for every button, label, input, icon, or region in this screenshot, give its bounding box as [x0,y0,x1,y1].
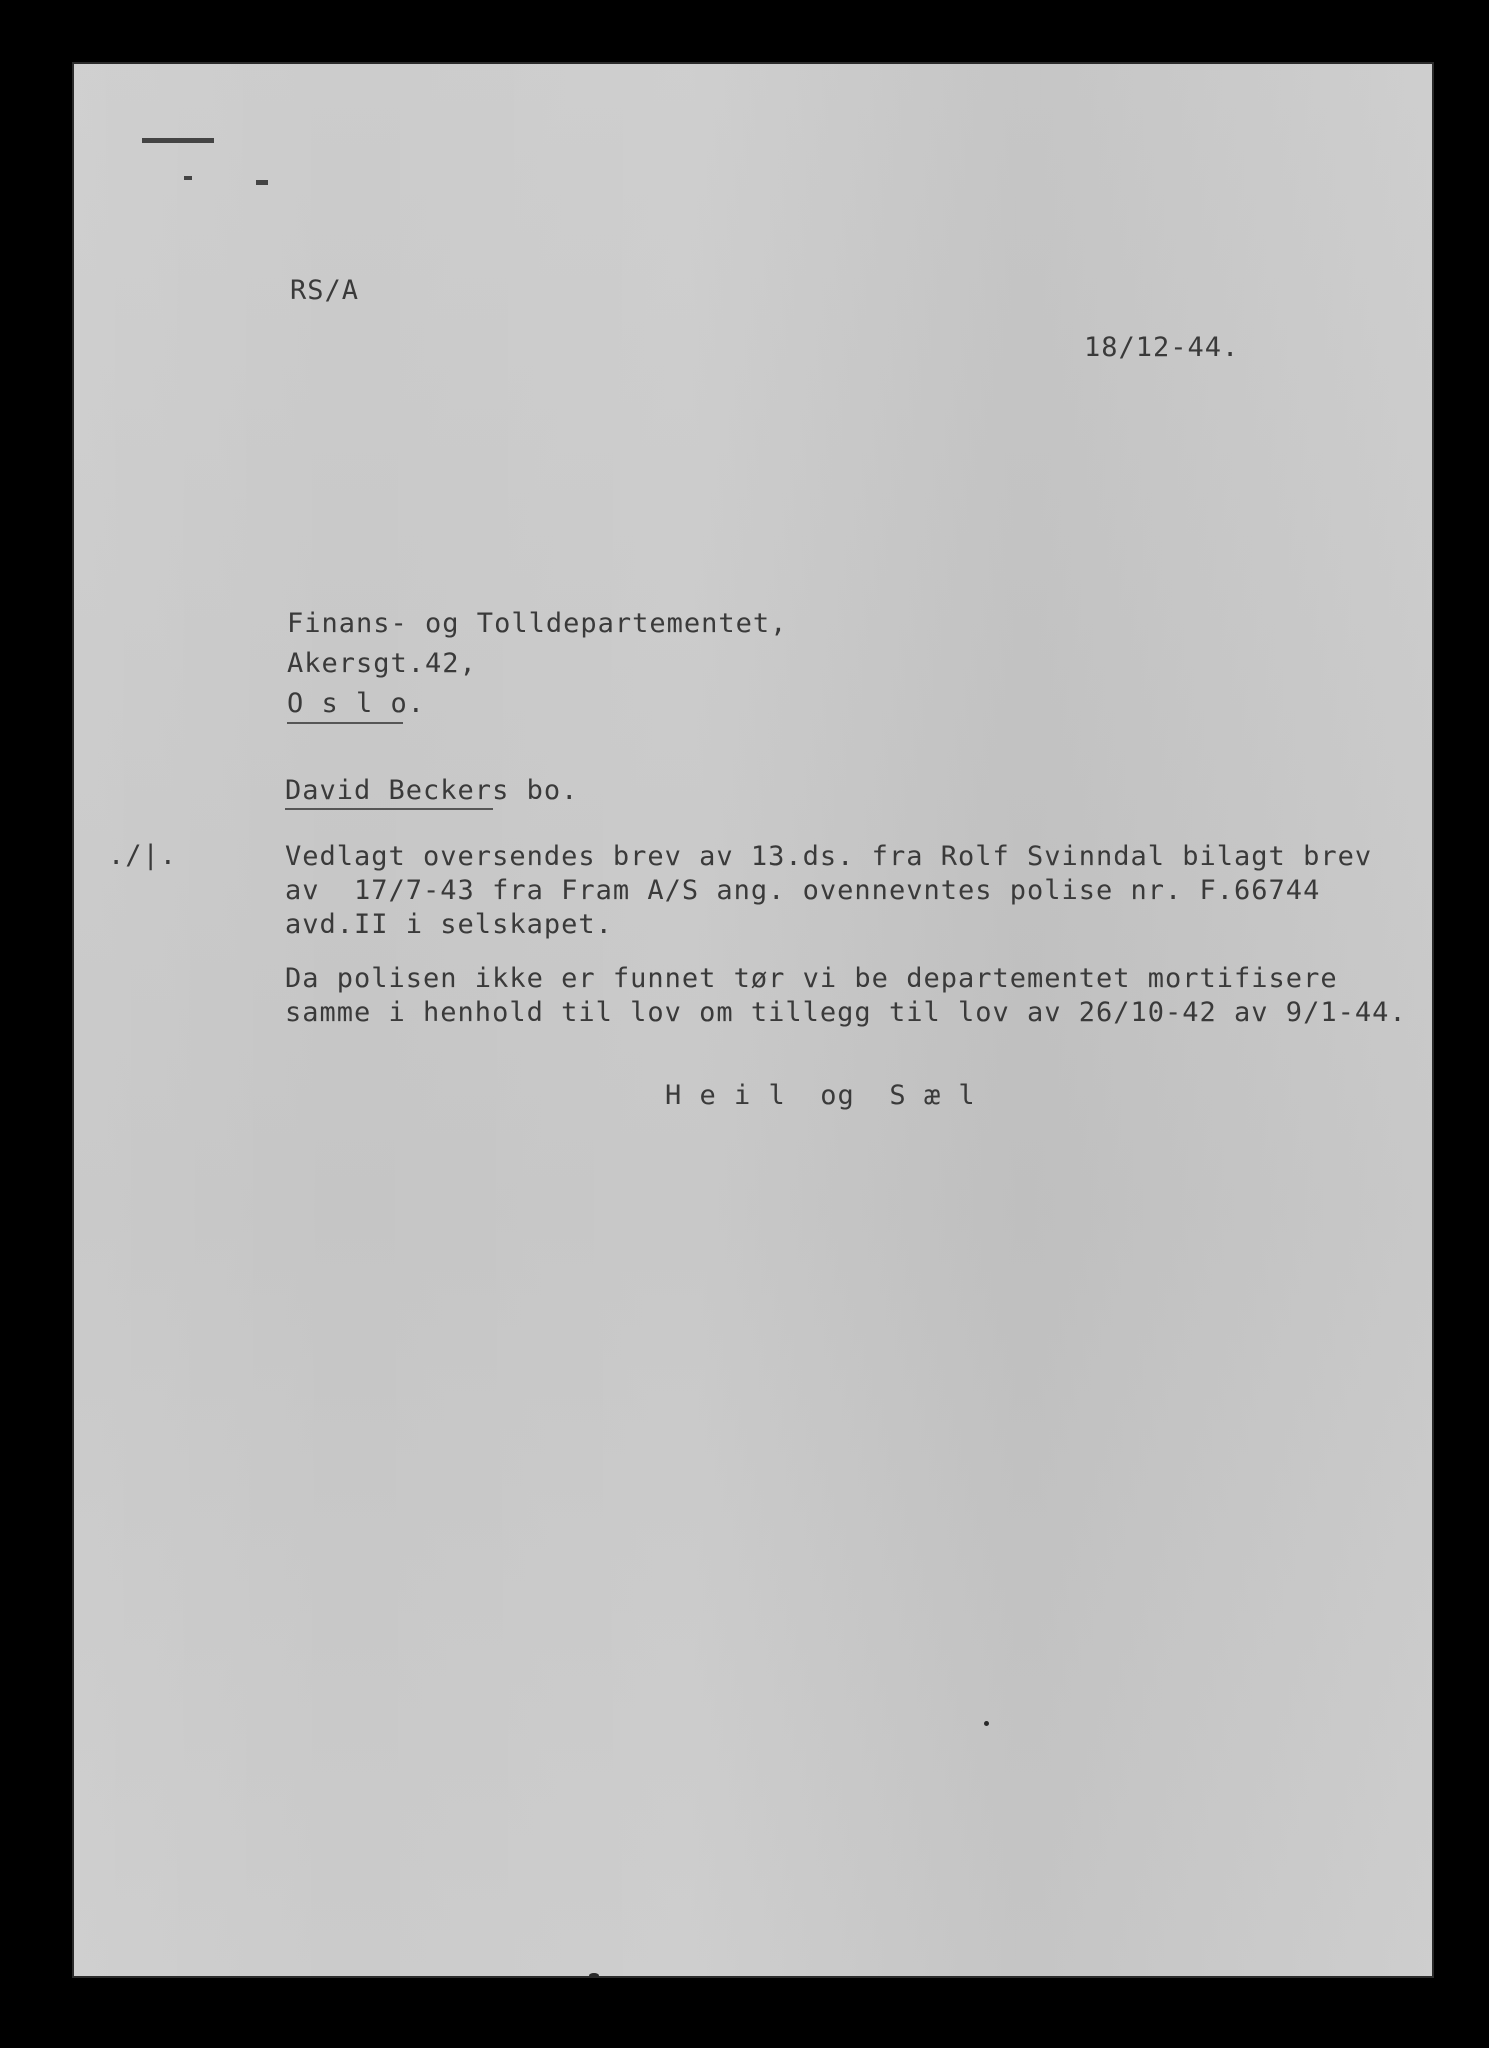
reference-code: RS/A [290,275,360,306]
ink-mark [184,176,192,180]
ink-mark [142,138,214,143]
dust-speck [984,1721,989,1726]
recipient-underline [287,722,403,724]
letter-date: 18/12-44. [1084,332,1240,363]
paragraph1-line3: avd.II i selskapet. [285,909,613,940]
subject-line: David Beckers bo. [285,775,579,806]
enclosure-mark: ./|. [108,840,178,871]
closing-salutation: H e i l og S æ l [665,1080,976,1111]
document-page [72,62,1434,1978]
paragraph2-line1: Da polisen ikke er funnet tør vi be departementet mortifisere [285,963,1338,994]
ink-mark [256,180,268,185]
dust-speck [589,1973,599,1978]
paragraph1-line1: Vedlagt oversendes brev av 13.ds. fra Rolf Svinndal bilagt brev [285,841,1373,872]
subject-underline [285,808,493,810]
paragraph2-line2: samme i henhold til lov om tillegg til lov av 26/10-42 av 9/1-44. [285,997,1407,1028]
recipient-name: Finans- og Tolldepartementet, [287,608,788,639]
paragraph1-line2: av 17/7-43 fra Fram A/S ang. ovennevntes polise nr. F.66744 [285,875,1321,906]
recipient-city: O s l o. [287,688,426,719]
recipient-address: Akersgt.42, [287,648,477,679]
